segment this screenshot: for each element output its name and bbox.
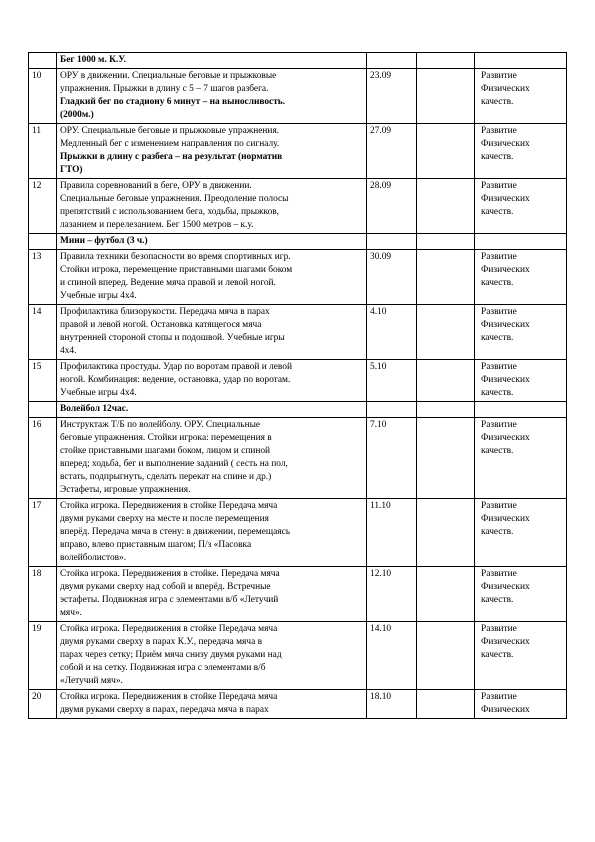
topic-line: «Летучий мяч».	[60, 676, 123, 686]
lesson-row	[29, 124, 567, 179]
topic-line: (2000м.)	[60, 110, 94, 120]
goal-line: Развитие	[481, 624, 517, 634]
goal-line: качеств.	[481, 446, 514, 456]
topic-line: Специальные беговые упражнения. Преодоление полосы	[60, 194, 289, 204]
lesson-date: 14.10	[367, 622, 417, 690]
topic-line: Профилактика простуды. Удар по воротам правой и левой	[60, 362, 292, 372]
topic-line: вперёд. Передача мяча в стену: в движении, перемещаясь	[60, 527, 291, 537]
goal-line: качеств.	[481, 97, 514, 107]
goal-line: Развитие	[481, 181, 517, 191]
goal-cell	[475, 402, 567, 418]
topic-line: волейболистов».	[60, 553, 127, 563]
topic-line: ОРУ в движении. Специальные беговые и прыжковые	[60, 71, 277, 81]
lesson-date: 23.09	[367, 69, 417, 124]
topic-line: Правила соревнований в беге, ОРУ в движении.	[60, 181, 252, 191]
lesson-topic	[57, 69, 367, 124]
lesson-goal	[475, 499, 567, 567]
lesson-row	[29, 418, 567, 499]
lesson-topic	[57, 305, 367, 360]
topic-line: Прыжки в длину с разбега – на результат (норматив	[60, 152, 283, 162]
lesson-number: 18	[29, 567, 57, 622]
goal-line: качеств.	[481, 333, 514, 343]
date-fact-cell	[417, 622, 475, 690]
lesson-topic	[57, 499, 367, 567]
topic-line: препятствий с использованием бега, ходьбы, прыжков,	[60, 207, 280, 217]
lesson-row	[29, 305, 567, 360]
date-fact-cell	[417, 250, 475, 305]
date-fact-cell	[417, 402, 475, 418]
topic-line: собой и на сетку. Подвижная игра с элементами в/б	[60, 663, 266, 673]
lesson-number: 12	[29, 179, 57, 234]
topic-line: Стойка игрока. Передвижения в стойке Передача мяча	[60, 692, 278, 702]
goal-line: Физических	[481, 514, 530, 524]
topic-line: Стойка игрока. Передвижения в стойке. Передача мяча	[60, 569, 280, 579]
lesson-topic	[57, 567, 367, 622]
section-title: Мини – футбол (3 ч.)	[57, 234, 367, 250]
date-fact-cell	[417, 124, 475, 179]
date-fact-cell	[417, 418, 475, 499]
lesson-number: 11	[29, 124, 57, 179]
topic-line: стойке приставными шагами боком, лицом и спиной	[60, 446, 271, 456]
goal-line: Развитие	[481, 362, 517, 372]
goal-line: Развитие	[481, 692, 517, 702]
lesson-row	[29, 622, 567, 690]
topic-line: правой и левой ногой. Остановка катящегося мяча	[60, 320, 262, 330]
lesson-number: 16	[29, 418, 57, 499]
lesson-goal	[475, 690, 567, 719]
lesson-plan-table	[28, 52, 567, 719]
topic-line: мяч».	[60, 608, 82, 618]
lesson-row	[29, 567, 567, 622]
date-fact-cell	[417, 179, 475, 234]
goal-cell	[475, 53, 567, 69]
topic-line: ногой. Комбинация: ведение, остановка, удар по воротам.	[60, 375, 291, 385]
topic-line: ГТО)	[60, 165, 83, 175]
goal-line: качеств.	[481, 650, 514, 660]
goal-line: качеств.	[481, 278, 514, 288]
date-plan-cell	[367, 234, 417, 250]
topic-line: Учебные игры 4х4.	[60, 291, 137, 301]
date-fact-cell	[417, 499, 475, 567]
goal-line: Развитие	[481, 307, 517, 317]
topic-line: Гладкий бег по стадиону 6 минут – на выносливость.	[60, 97, 286, 107]
lesson-plan-body	[29, 53, 567, 719]
date-fact-cell	[417, 234, 475, 250]
goal-line: Физических	[481, 320, 530, 330]
goal-line: Развитие	[481, 569, 517, 579]
topic-line: Профилактика близорукости. Передача мяча в парах	[60, 307, 270, 317]
lesson-date: 30.09	[367, 250, 417, 305]
topic-line: двумя руками сверху над собой и вперёд. Встречные	[60, 582, 271, 592]
topic-line: вперед; ходьба, бег и выполнение заданий ( сесть на пол,	[60, 459, 288, 469]
lesson-topic	[57, 418, 367, 499]
topic-line: беговые упражнения. Стойки игрока: перемещения в	[60, 433, 272, 443]
topic-line: Стойка игрока. Передвижения в стойке Передача мяча	[60, 624, 278, 634]
lesson-number-cell	[29, 402, 57, 418]
lesson-date: 7.10	[367, 418, 417, 499]
topic-line: парах через сетку; Приём мяча снизу двумя руками над	[60, 650, 282, 660]
topic-line: Правила техники безопасности во время спортивных игр.	[60, 252, 291, 262]
lesson-number: 13	[29, 250, 57, 305]
lesson-goal	[475, 418, 567, 499]
goal-line: качеств.	[481, 207, 514, 217]
lesson-goal	[475, 360, 567, 402]
lesson-goal	[475, 622, 567, 690]
goal-line: Физических	[481, 84, 530, 94]
topic-line: встать, подпрыгнуть, сделать перекат на спине и др.)	[60, 472, 272, 482]
goal-line: Физических	[481, 705, 530, 715]
lesson-topic	[57, 360, 367, 402]
topic-line: Учебные игры 4х4.	[60, 388, 137, 398]
topic-line: эстафеты. Подвижная игра с элементами в/б «Летучий	[60, 595, 279, 605]
topic-line: двумя руками сверху в парах К.У., передача мяча в	[60, 637, 263, 647]
date-fact-cell	[417, 567, 475, 622]
goal-line: Физических	[481, 194, 530, 204]
lesson-number: 15	[29, 360, 57, 402]
goal-line: Физических	[481, 582, 530, 592]
date-fact-cell	[417, 305, 475, 360]
topic-line: внутренней стороной стопы и подошвой. Учебные игры	[60, 333, 285, 343]
date-fact-cell	[417, 360, 475, 402]
topic-line: вправо, влево приставным шагом; П/з «Пасовка	[60, 540, 252, 550]
lesson-goal	[475, 305, 567, 360]
goal-line: Развитие	[481, 71, 517, 81]
date-plan-cell	[367, 402, 417, 418]
date-fact-cell	[417, 53, 475, 69]
lesson-row	[29, 499, 567, 567]
lesson-topic	[57, 690, 367, 719]
goal-line: Развитие	[481, 126, 517, 136]
lesson-number: 20	[29, 690, 57, 719]
date-plan-cell	[367, 53, 417, 69]
lesson-row	[29, 179, 567, 234]
goal-line: Физических	[481, 265, 530, 275]
lesson-date: 11.10	[367, 499, 417, 567]
lesson-number: 10	[29, 69, 57, 124]
topic-line: и спиной вперед. Ведение мяча правой и левой ногой.	[60, 278, 276, 288]
date-fact-cell	[417, 690, 475, 719]
lesson-date: 18.10	[367, 690, 417, 719]
goal-line: качеств.	[481, 527, 514, 537]
goal-cell	[475, 234, 567, 250]
lesson-topic	[57, 250, 367, 305]
topic-line: двумя руками сверху на месте и после перемещения	[60, 514, 269, 524]
topic-line: Эстафеты, игровые упражнения.	[60, 485, 191, 495]
lesson-goal	[475, 250, 567, 305]
lesson-date: 12.10	[367, 567, 417, 622]
goal-line: качеств.	[481, 388, 514, 398]
topic-line: 4х4.	[60, 346, 77, 356]
lesson-date: 27.09	[367, 124, 417, 179]
goal-line: качеств.	[481, 595, 514, 605]
lesson-date: 28.09	[367, 179, 417, 234]
lesson-topic	[57, 124, 367, 179]
section-title: Волейбол 12час.	[57, 402, 367, 418]
section-row	[29, 402, 567, 418]
topic-line: упражнения. Прыжки в длину с 5 – 7 шагов разбега.	[60, 84, 269, 94]
goal-line: Развитие	[481, 420, 517, 430]
goal-line: Физических	[481, 433, 530, 443]
goal-line: Физических	[481, 139, 530, 149]
topic-line: Медленный бег с изменением направления по сигналу.	[60, 139, 280, 149]
topic-line: Стойки игрока, перемещение приставными шагами боком	[60, 265, 293, 275]
goal-line: Физических	[481, 637, 530, 647]
lesson-number: 19	[29, 622, 57, 690]
lesson-number-cell	[29, 234, 57, 250]
goal-line: Развитие	[481, 252, 517, 262]
date-fact-cell	[417, 69, 475, 124]
lesson-row	[29, 250, 567, 305]
lesson-topic	[57, 622, 367, 690]
lesson-row	[29, 69, 567, 124]
lesson-topic	[57, 179, 367, 234]
section-row	[29, 234, 567, 250]
section-row	[29, 53, 567, 69]
lesson-goal	[475, 567, 567, 622]
topic-line: Стойка игрока. Передвижения в стойке Передача мяча	[60, 501, 278, 511]
lesson-number-cell	[29, 53, 57, 69]
lesson-row	[29, 360, 567, 402]
lesson-number: 14	[29, 305, 57, 360]
lesson-row	[29, 690, 567, 719]
section-title: Бег 1000 м. К.У.	[57, 53, 367, 69]
topic-line: ОРУ. Специальные беговые и прыжковые упражнения.	[60, 126, 280, 136]
lesson-goal	[475, 179, 567, 234]
lesson-goal	[475, 124, 567, 179]
topic-line: Инструктаж Т/Б по волейболу. ОРУ. Специальные	[60, 420, 261, 430]
goal-line: Физических	[481, 375, 530, 385]
lesson-number: 17	[29, 499, 57, 567]
lesson-goal	[475, 69, 567, 124]
topic-line: лазанием и перелезанием. Бег 1500 метров – к.у.	[60, 220, 254, 230]
goal-line: качеств.	[481, 152, 514, 162]
lesson-date: 4.10	[367, 305, 417, 360]
topic-line: двумя руками сверху в парах, передача мяча в парах	[60, 705, 269, 715]
goal-line: Развитие	[481, 501, 517, 511]
lesson-date: 5.10	[367, 360, 417, 402]
